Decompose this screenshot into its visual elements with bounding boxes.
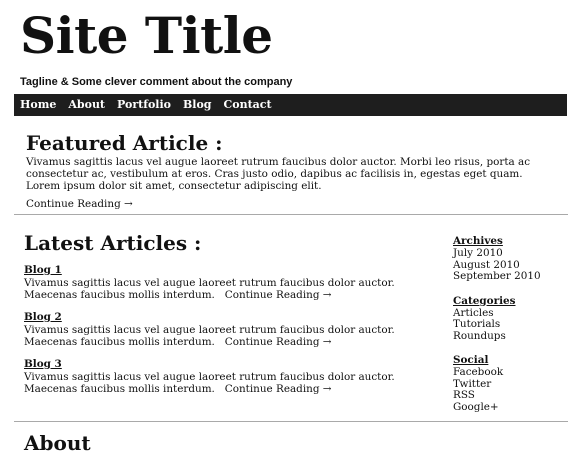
- post-title-link[interactable]: Blog 1: [24, 264, 62, 276]
- post-title-link[interactable]: Blog 3: [24, 358, 62, 370]
- post-excerpt: Vivamus sagittis lacus vel augue laoreet rutrum faucibus dolor auctor. Maecenas faucibus mollis interdum.: [24, 324, 395, 348]
- post-continue-link[interactable]: Continue Reading →: [224, 289, 332, 301]
- sidebar-heading: Archives: [453, 235, 503, 247]
- sidebar-link[interactable]: RSS: [453, 389, 475, 401]
- sidebar-link[interactable]: July 2010: [453, 247, 503, 259]
- post-continue-link[interactable]: Continue Reading →: [224, 383, 332, 395]
- nav-about[interactable]: About: [68, 98, 106, 111]
- post-body: [24, 324, 414, 348]
- tagline: Tagline & Some clever comment about the company: [20, 76, 293, 88]
- featured-body: Vivamus sagittis lacus vel augue laoreet rutrum faucibus dolor auctor. Morbi leo risus, porta ac consectetur ac, vestibulum at eros. Cras justo odio, dapibus ac facilisis in, egestas eget quam. Lorem ipsum dolor sit amet, consectetur adipiscing elit.: [26, 156, 531, 192]
- featured-article: [26, 132, 546, 211]
- sidebar-link[interactable]: August 2010: [453, 258, 520, 271]
- sidebar-categories: [453, 295, 563, 343]
- list-item: [24, 264, 414, 301]
- sidebar-link[interactable]: Roundups: [453, 329, 506, 342]
- divider: [14, 421, 568, 422]
- nav-blog[interactable]: Blog: [182, 98, 212, 111]
- post-continue-link[interactable]: Continue Reading →: [224, 336, 332, 348]
- latest-heading: Latest Articles :: [24, 231, 202, 255]
- sidebar: [453, 235, 563, 425]
- post-excerpt: Vivamus sagittis lacus vel augue laoreet rutrum faucibus dolor auctor. Maecenas faucibus mollis interdum.: [24, 371, 395, 395]
- sidebar-archives: [453, 235, 563, 283]
- main-nav: [14, 94, 567, 116]
- sidebar-social: [453, 354, 563, 413]
- sidebar-link[interactable]: Tutorials: [453, 318, 501, 330]
- nav-contact[interactable]: Contact: [223, 98, 272, 111]
- post-title-link[interactable]: Blog 2: [24, 311, 62, 323]
- sidebar-link[interactable]: Google+: [453, 400, 499, 413]
- nav-home[interactable]: Home: [20, 98, 57, 111]
- sidebar-link[interactable]: Articles: [453, 306, 494, 319]
- post-excerpt: Vivamus sagittis lacus vel augue laoreet rutrum faucibus dolor auctor. Maecenas faucibus mollis interdum.: [24, 277, 395, 301]
- sidebar-heading: Social: [453, 354, 489, 366]
- nav-portfolio[interactable]: Portfolio: [117, 98, 171, 111]
- list-item: [24, 358, 414, 395]
- about-heading: About: [24, 431, 91, 455]
- divider: [14, 214, 568, 215]
- list-item: [24, 311, 414, 348]
- latest-articles: [24, 232, 414, 405]
- sidebar-link[interactable]: Twitter: [453, 377, 492, 390]
- sidebar-heading: Categories: [453, 294, 516, 307]
- sidebar-link[interactable]: Facebook: [453, 366, 504, 378]
- featured-heading: Featured Article :: [26, 131, 223, 155]
- site-header: [0, 0, 580, 94]
- post-body: [24, 371, 414, 395]
- post-body: [24, 277, 414, 301]
- sidebar-link[interactable]: September 2010: [453, 270, 541, 282]
- featured-continue-link[interactable]: Continue Reading →: [26, 198, 133, 210]
- site-title[interactable]: Site Title: [20, 6, 273, 65]
